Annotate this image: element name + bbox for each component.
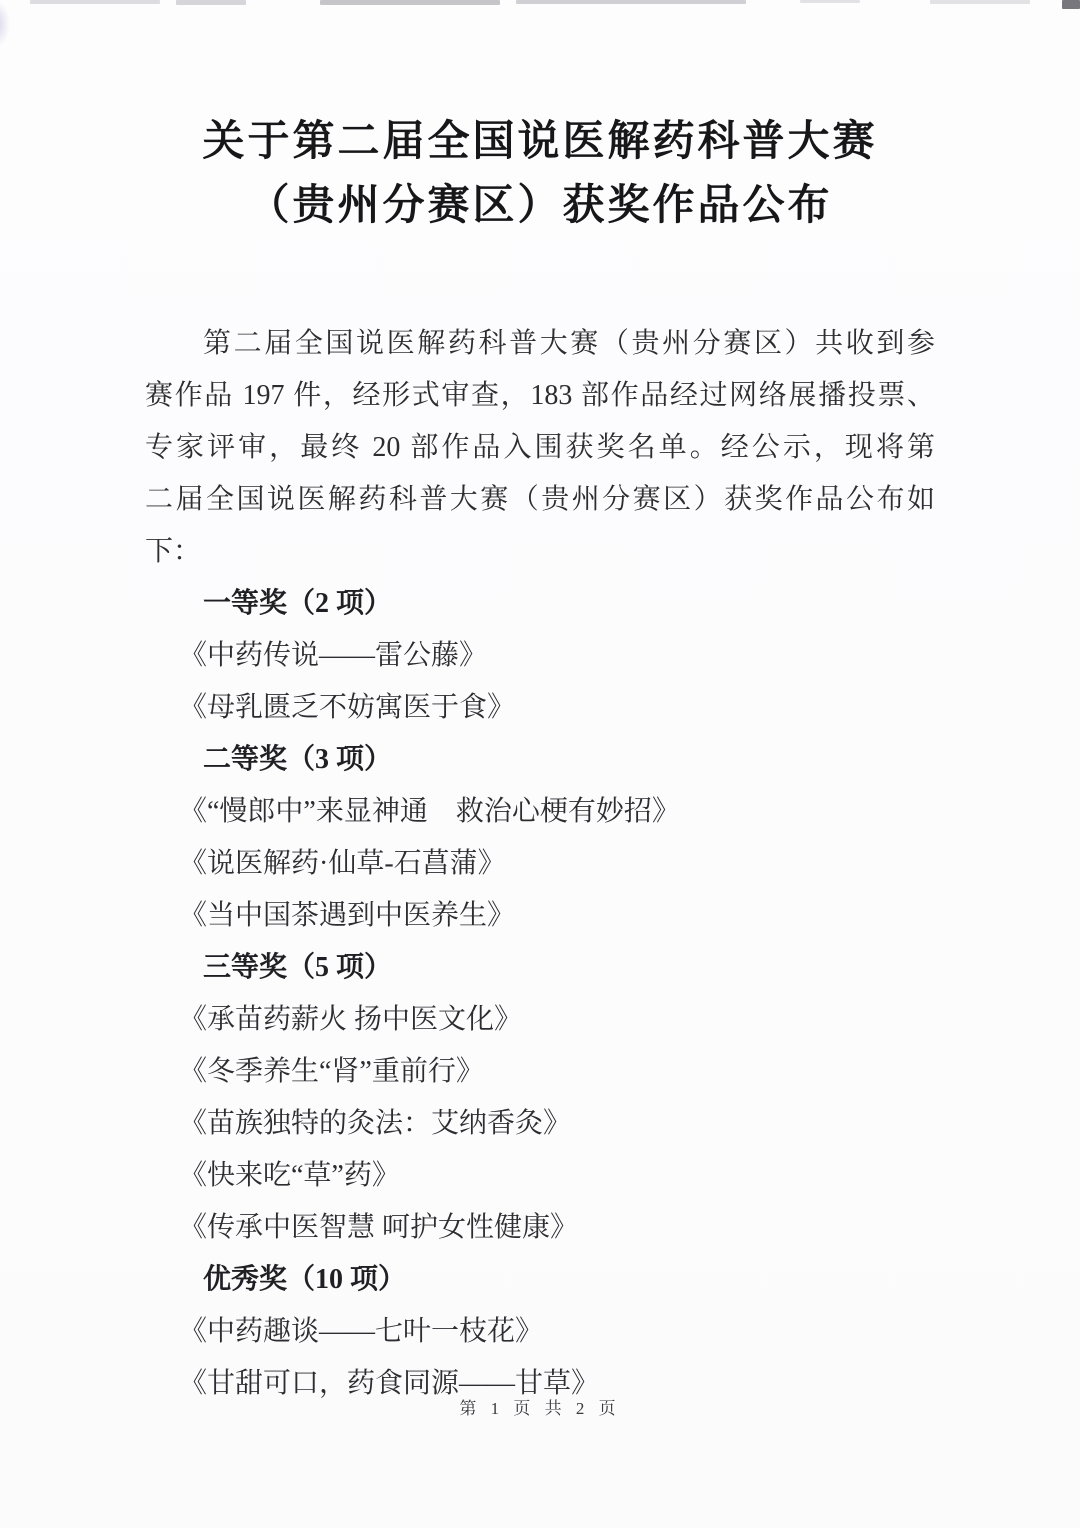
award-item-title: 《母乳匮乏不妨寓医于食》 [179, 692, 516, 723]
scan-artifact [176, 0, 246, 5]
scan-artifact [320, 0, 500, 5]
paragraph-line: 赛作品 197 件，经形式审查，183 部作品经过网络展播投票、 [145, 380, 935, 411]
award-heading-first-prize: 一等奖（2 项） [203, 588, 393, 619]
award-item-title: 《冬季养生“肾”重前行》 [179, 1056, 484, 1087]
scan-artifact [1062, 0, 1080, 9]
award-item-title: 《中药趣谈——七叶一枝花》 [179, 1316, 544, 1347]
document-title-line-1: 关于第二届全国说医解药科普大赛 [202, 119, 878, 165]
award-item-title: 《快来吃“草”药》 [179, 1160, 400, 1191]
award-item-title: 《说医解药·仙草-石菖蒲》 [179, 848, 506, 879]
scan-smudge [0, 0, 10, 48]
scan-artifact [30, 0, 160, 4]
page-number: 第 1 页 共 2 页 [459, 1399, 621, 1418]
paragraph-line: 专家评审，最终 20 部作品入围获奖名单。经公示，现将第 [145, 432, 935, 463]
award-item-title: 《中药传说——雷公藤》 [179, 640, 488, 671]
scan-artifact [800, 0, 860, 3]
paragraph-line: 二届全国说医解药科普大赛（贵州分赛区）获奖作品公布如 [145, 484, 935, 515]
award-heading-second-prize: 二等奖（3 项） [203, 744, 393, 775]
award-item-title: 《当中国茶遇到中医养生》 [179, 900, 516, 931]
award-item-title: 《承苗药薪火 扬中医文化》 [179, 1004, 523, 1035]
award-item-title: 《苗族独特的灸法：艾纳香灸》 [179, 1108, 572, 1139]
scan-artifact [930, 0, 1030, 4]
paragraph-line: 下： [145, 536, 202, 567]
document-title [0, 110, 1080, 238]
scan-artifact [516, 0, 746, 4]
award-item-title: 《“慢郎中”来显神通 救治心梗有妙招》 [179, 796, 680, 827]
paragraph-line: 第二届全国说医解药科普大赛（贵州分赛区）共收到参 [203, 328, 935, 359]
document-body [145, 318, 935, 1410]
award-item-title: 《甘甜可口，药食同源——甘草》 [179, 1368, 600, 1399]
award-heading-third-prize: 三等奖（5 项） [203, 952, 393, 983]
award-item-title: 《传承中医智慧 呵护女性健康》 [179, 1212, 579, 1243]
document-title-line-2: （贵州分赛区）获奖作品公布 [247, 183, 833, 229]
award-heading-excellence-prize: 优秀奖（10 项） [203, 1264, 407, 1295]
